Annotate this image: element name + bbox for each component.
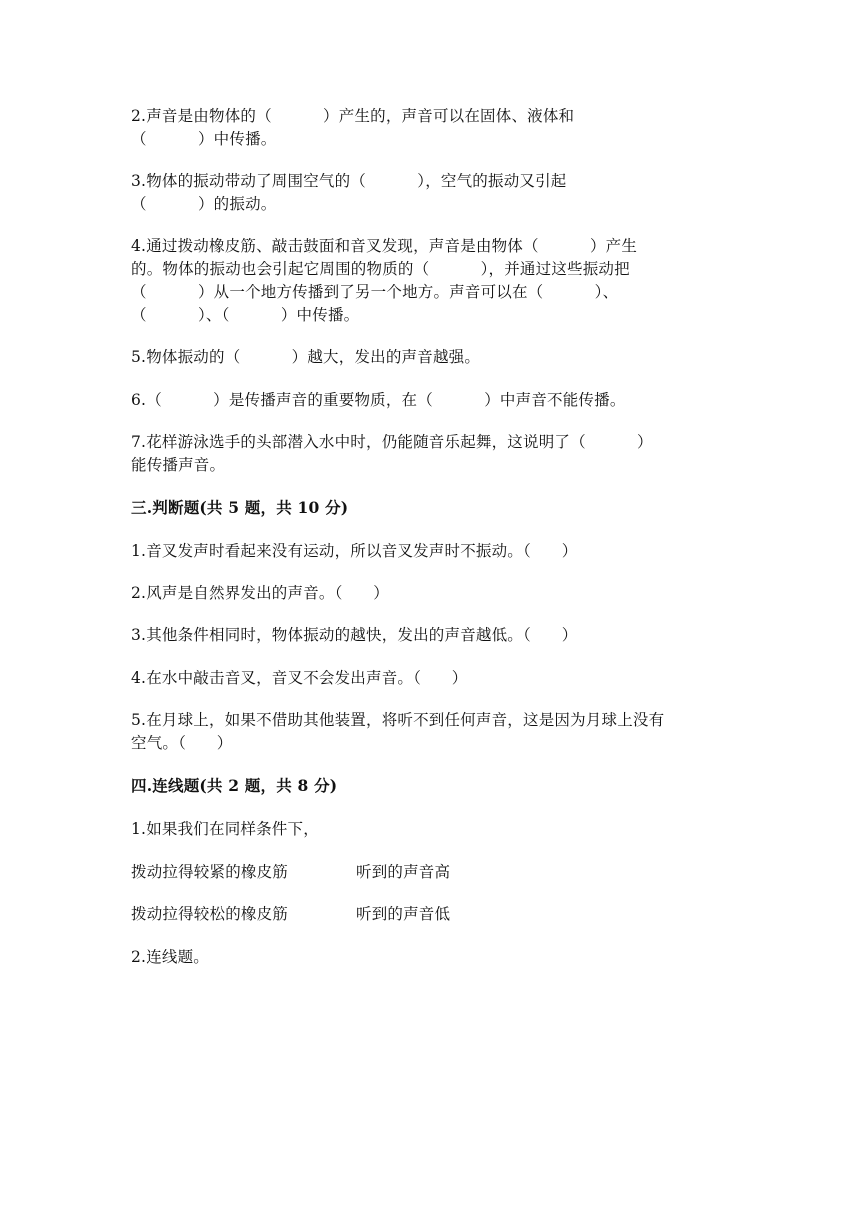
matching-right-item-1: 听到的声音高	[356, 863, 451, 881]
question-4-line-3: （ ）从一个地方传播到了另一个地方。声音可以在（ ）、	[131, 283, 619, 301]
matching-question-2-prompt: 2.连线题。	[131, 948, 209, 966]
question-4-line-4: （ ）、（ ）中传播。	[131, 306, 360, 324]
tf-question-2: 2.风声是自然界发出的声音。（ ）	[131, 584, 390, 602]
matching-question-1-prompt: 1.如果我们在同样条件下，	[131, 820, 319, 838]
question-7-line-1: 7.花样游泳选手的头部潜入水中时，仍能随音乐起舞，这说明了（ ）	[131, 433, 653, 451]
tf-question-5-line-1: 5.在月球上，如果不借助其他装置，将听不到任何声音，这是因为月球上没有	[131, 711, 665, 729]
section-heading-matching: 四.连线题(共 2 题，共 8 分)	[131, 776, 338, 795]
question-4-line-1: 4.通过拨动橡皮筋、敲击鼓面和音叉发现，声音是由物体（ ）产生	[131, 237, 638, 255]
question-7-line-2: 能传播声音。	[131, 456, 226, 474]
tf-question-5-line-2: 空气。（ ）	[131, 734, 233, 752]
tf-question-1: 1.音叉发声时看起来没有运动，所以音叉发声时不振动。（ ）	[131, 542, 578, 560]
matching-left-item-2: 拨动拉得较松的橡皮筋	[131, 905, 289, 923]
question-3-line-2: （ ）的振动。	[131, 195, 277, 213]
question-3-line-1: 3.物体的振动带动了周围空气的（ ），空气的振动又引起	[131, 172, 567, 190]
section-heading-true-false: 三.判断题(共 5 题，共 10 分)	[131, 498, 349, 517]
matching-right-item-2: 听到的声音低	[356, 905, 451, 923]
question-2-line-2: （ ）中传播。	[131, 130, 277, 148]
question-6: 6.（ ）是传播声音的重要物质，在（ ）中声音不能传播。	[131, 391, 626, 409]
question-5: 5.物体振动的（ ）越大，发出的声音越强。	[131, 348, 481, 366]
question-4-line-2: 的。物体的振动也会引起它周围的物质的（ ），并通过这些振动把	[131, 260, 630, 278]
tf-question-4: 4.在水中敲击音叉，音叉不会发出声音。（ ）	[131, 669, 468, 687]
matching-left-item-1: 拨动拉得较紧的橡皮筋	[131, 863, 289, 881]
tf-question-3: 3.其他条件相同时，物体振动的越快，发出的声音越低。（ ）	[131, 626, 578, 644]
question-2-line-1: 2.声音是由物体的（ ）产生的，声音可以在固体、液体和	[131, 107, 575, 125]
